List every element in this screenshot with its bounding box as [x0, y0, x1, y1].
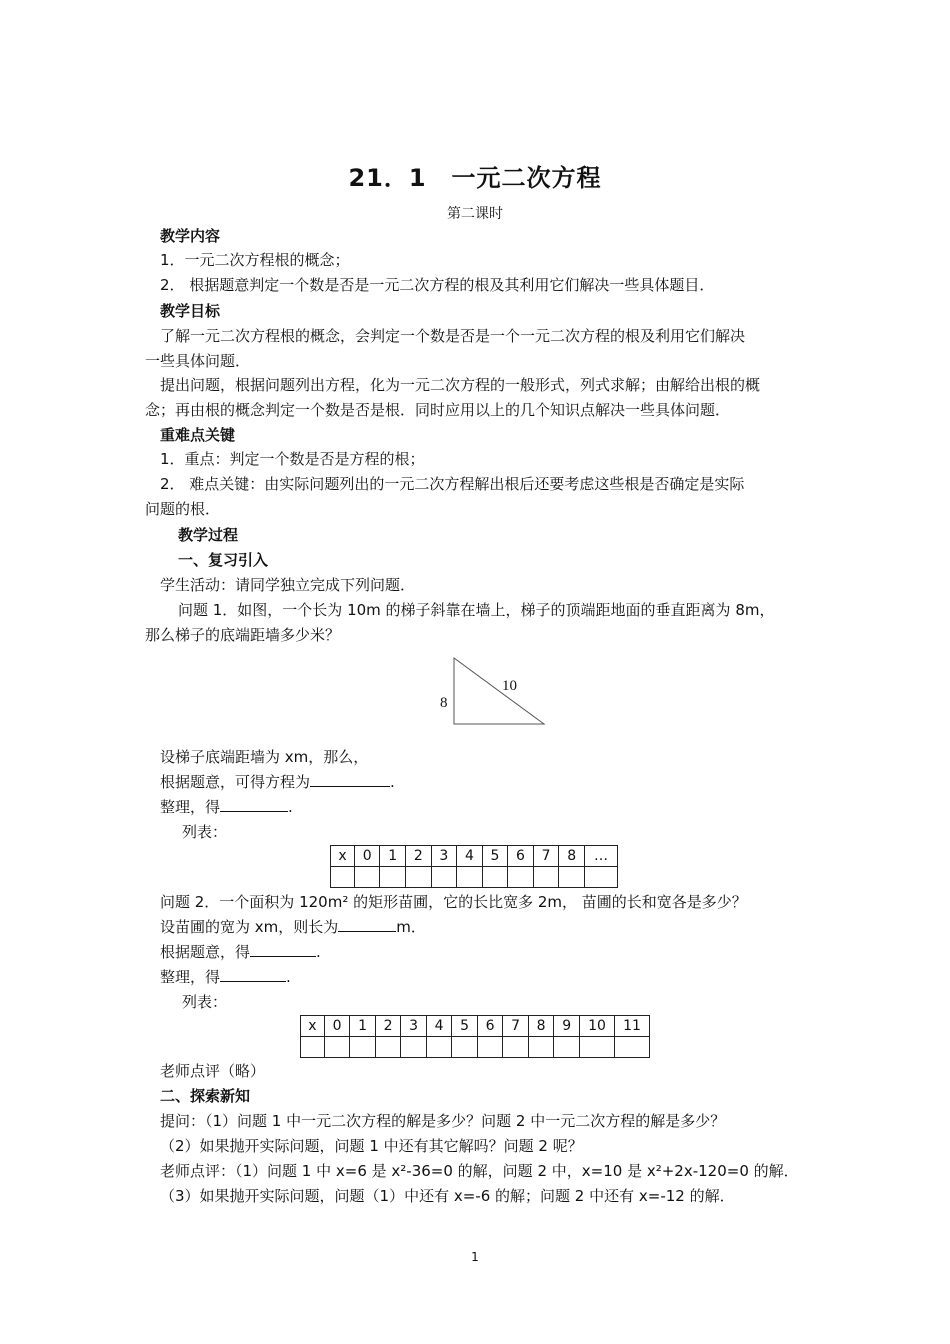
table1-cell: x: [331, 846, 355, 867]
q1-set: 设梯子底端距墙为 xm，那么，: [160, 748, 369, 766]
table1-cell: 1: [380, 846, 406, 867]
table2-cell: 10: [580, 1016, 615, 1037]
goals-p1-line2: 一些具体问题．: [145, 352, 251, 370]
table2-empty-cell: [301, 1037, 325, 1058]
table2-cell: 5: [452, 1016, 478, 1037]
key-item-2-line2: 问题的根．: [145, 500, 221, 518]
part2-heading: 二、探索新知: [160, 1087, 251, 1105]
table2-cell: 7: [503, 1016, 529, 1037]
q1-equation-blank: [310, 772, 390, 787]
table2-empty-cell: [580, 1037, 615, 1058]
table2-empty-cell: [503, 1037, 529, 1058]
table2-cell: 6: [477, 1016, 503, 1037]
value-table-1: [330, 845, 618, 888]
side-label: 8: [440, 695, 448, 711]
table1-cell: 3: [431, 846, 457, 867]
table2-empty-cell: [350, 1037, 376, 1058]
table1-header-row: [331, 846, 618, 867]
triangle-shape: [454, 658, 544, 724]
table2-cell: 4: [426, 1016, 452, 1037]
q1-equation: 根据题意，可得方程为 .: [160, 773, 395, 791]
table2-cell: 0: [324, 1016, 350, 1037]
question1-line1: 问题 1．如图，一个长为 10m 的梯子斜靠在墙上，梯子的顶端距地面的垂直距离为 8m，: [178, 601, 775, 619]
table1-cell: 4: [457, 846, 483, 867]
page-title: 21．1 一元二次方程: [348, 164, 602, 192]
table2-empty-cell: [477, 1037, 503, 1058]
table1-cell: 7: [533, 846, 559, 867]
table1-empty-cell: [457, 867, 483, 888]
q2-set-blank: [338, 917, 396, 932]
part1-heading: 一、复习引入: [178, 551, 269, 569]
table1-empty-row: [331, 867, 618, 888]
table2-empty-cell: [528, 1037, 554, 1058]
table2-cell: 2: [375, 1016, 401, 1037]
page-number: 1: [471, 1250, 479, 1264]
key-heading: 重难点关键: [160, 426, 236, 444]
goals-p2-line1: 提出问题，根据问题列出方程，化为一元二次方程的一般形式，列式求解；由解给出根的概: [160, 376, 761, 394]
table2-empty-cell: [615, 1037, 650, 1058]
content-item-1: 1．一元二次方程根的概念；: [160, 251, 350, 269]
table1-cell: 8: [559, 846, 585, 867]
list-label-2: 列表：: [182, 993, 228, 1011]
table2-cell: 11: [615, 1016, 650, 1037]
q1-tidy-text: 整理，得: [160, 798, 221, 816]
key-item-1: 1．重点：判定一个数是否是方程的根；: [160, 450, 425, 468]
table1-empty-cell: [508, 867, 534, 888]
table2-empty-cell: [554, 1037, 580, 1058]
ask-2: （2）如果抛开实际问题，问题 1 中还有其它解吗？问题 2 呢？: [160, 1137, 583, 1155]
table1-cell: 0: [354, 846, 380, 867]
table1-cell: …: [585, 846, 618, 867]
q2-set-text: 设苗圃的宽为 xm，则长为: [160, 918, 339, 936]
content-item-2: 2． 根据题意判定一个数是否是一元二次方程的根及其利用它们解决一些具体题目．: [160, 276, 715, 294]
table1-empty-cell: [380, 867, 406, 888]
q1-equation-text: 根据题意，可得方程为: [160, 773, 311, 791]
table1-empty-cell: [354, 867, 380, 888]
table2-empty-cell: [324, 1037, 350, 1058]
q1-tidy-blank: [220, 797, 288, 812]
ask-1: 提问：（1）问题 1 中一元二次方程的解是多少？问题 2 中一元二次方程的解是多少？: [160, 1112, 726, 1130]
table1-empty-cell: [331, 867, 355, 888]
table2-empty-cell: [426, 1037, 452, 1058]
key-item-2-line1: 2． 难点关键：由实际问题列出的一元二次方程解出根后还要考虑这些根是否确定是实际: [160, 475, 745, 493]
goals-p1-line1: 了解一元二次方程根的概念，会判定一个数是否是一个一元二次方程的根及利用它们解决: [160, 327, 746, 345]
table2-cell: 8: [528, 1016, 554, 1037]
ladder-triangle-figure: [430, 650, 560, 735]
table2-cell: 1: [350, 1016, 376, 1037]
q2-equation-text: 根据题意，得: [160, 943, 251, 961]
table2-empty-cell: [401, 1037, 427, 1058]
goals-heading: 教学目标: [160, 302, 221, 320]
q2-set: [160, 917, 426, 937]
teacher-comment: 老师点评（略）: [160, 1062, 266, 1080]
table2-empty-cell: [375, 1037, 401, 1058]
table2-header-row: [301, 1016, 650, 1037]
table1-empty-cell: [533, 867, 559, 888]
table2-empty-row: [301, 1037, 650, 1058]
process-heading: 教学过程: [178, 526, 239, 544]
table1-empty-cell: [482, 867, 508, 888]
student-activity: 学生活动：请同学独立完成下列问题．: [160, 576, 416, 594]
table1-empty-cell: [406, 867, 432, 888]
q2-tidy: 整理，得 .: [160, 968, 291, 986]
q2-tidy-blank: [220, 967, 286, 982]
q2-equation-blank: [250, 942, 316, 957]
list-label-1: 列表：: [182, 823, 228, 841]
table2-cell: 3: [401, 1016, 427, 1037]
comment-1: 老师点评：（1）问题 1 中 x=6 是 x²-36=0 的解，问题 2 中，x=10 是 x²+2x-120=0 的解．: [160, 1162, 799, 1180]
table1-cell: 2: [406, 846, 432, 867]
comment-2: （3）如果抛开实际问题，问题（1）中还有 x=-6 的解；问题 2 中还有 x=-12 的解．: [160, 1187, 735, 1205]
page-subtitle: 第二课时: [447, 206, 503, 222]
q2-tidy-text: 整理，得: [160, 968, 221, 986]
table1-cell: 5: [482, 846, 508, 867]
value-table-2: [300, 1015, 650, 1058]
table2-cell: x: [301, 1016, 325, 1037]
hypotenuse-label: 10: [502, 678, 517, 694]
goals-p2-line2: 念；再由根的概念判定一个数是否是根．同时应用以上的几个知识点解决一些具体问题．: [145, 401, 731, 419]
table2-empty-cell: [452, 1037, 478, 1058]
table1-empty-cell: [559, 867, 585, 888]
table1-empty-cell: [585, 867, 618, 888]
table1-cell: 6: [508, 846, 534, 867]
content-heading: 教学内容: [160, 227, 221, 245]
table2-cell: 9: [554, 1016, 580, 1037]
q2-equation: 根据题意，得 .: [160, 943, 321, 961]
question2: 问题 2．一个面积为 120m² 的矩形苗圃，它的长比宽多 2m， 苗圃的长和宽各是多少？: [160, 893, 747, 911]
table1-empty-cell: [431, 867, 457, 888]
q1-tidy: 整理，得 .: [160, 798, 293, 816]
q2-set-unit: m．: [396, 918, 426, 936]
question1-line2: 那么梯子的底端距墙多少米？: [145, 626, 341, 644]
